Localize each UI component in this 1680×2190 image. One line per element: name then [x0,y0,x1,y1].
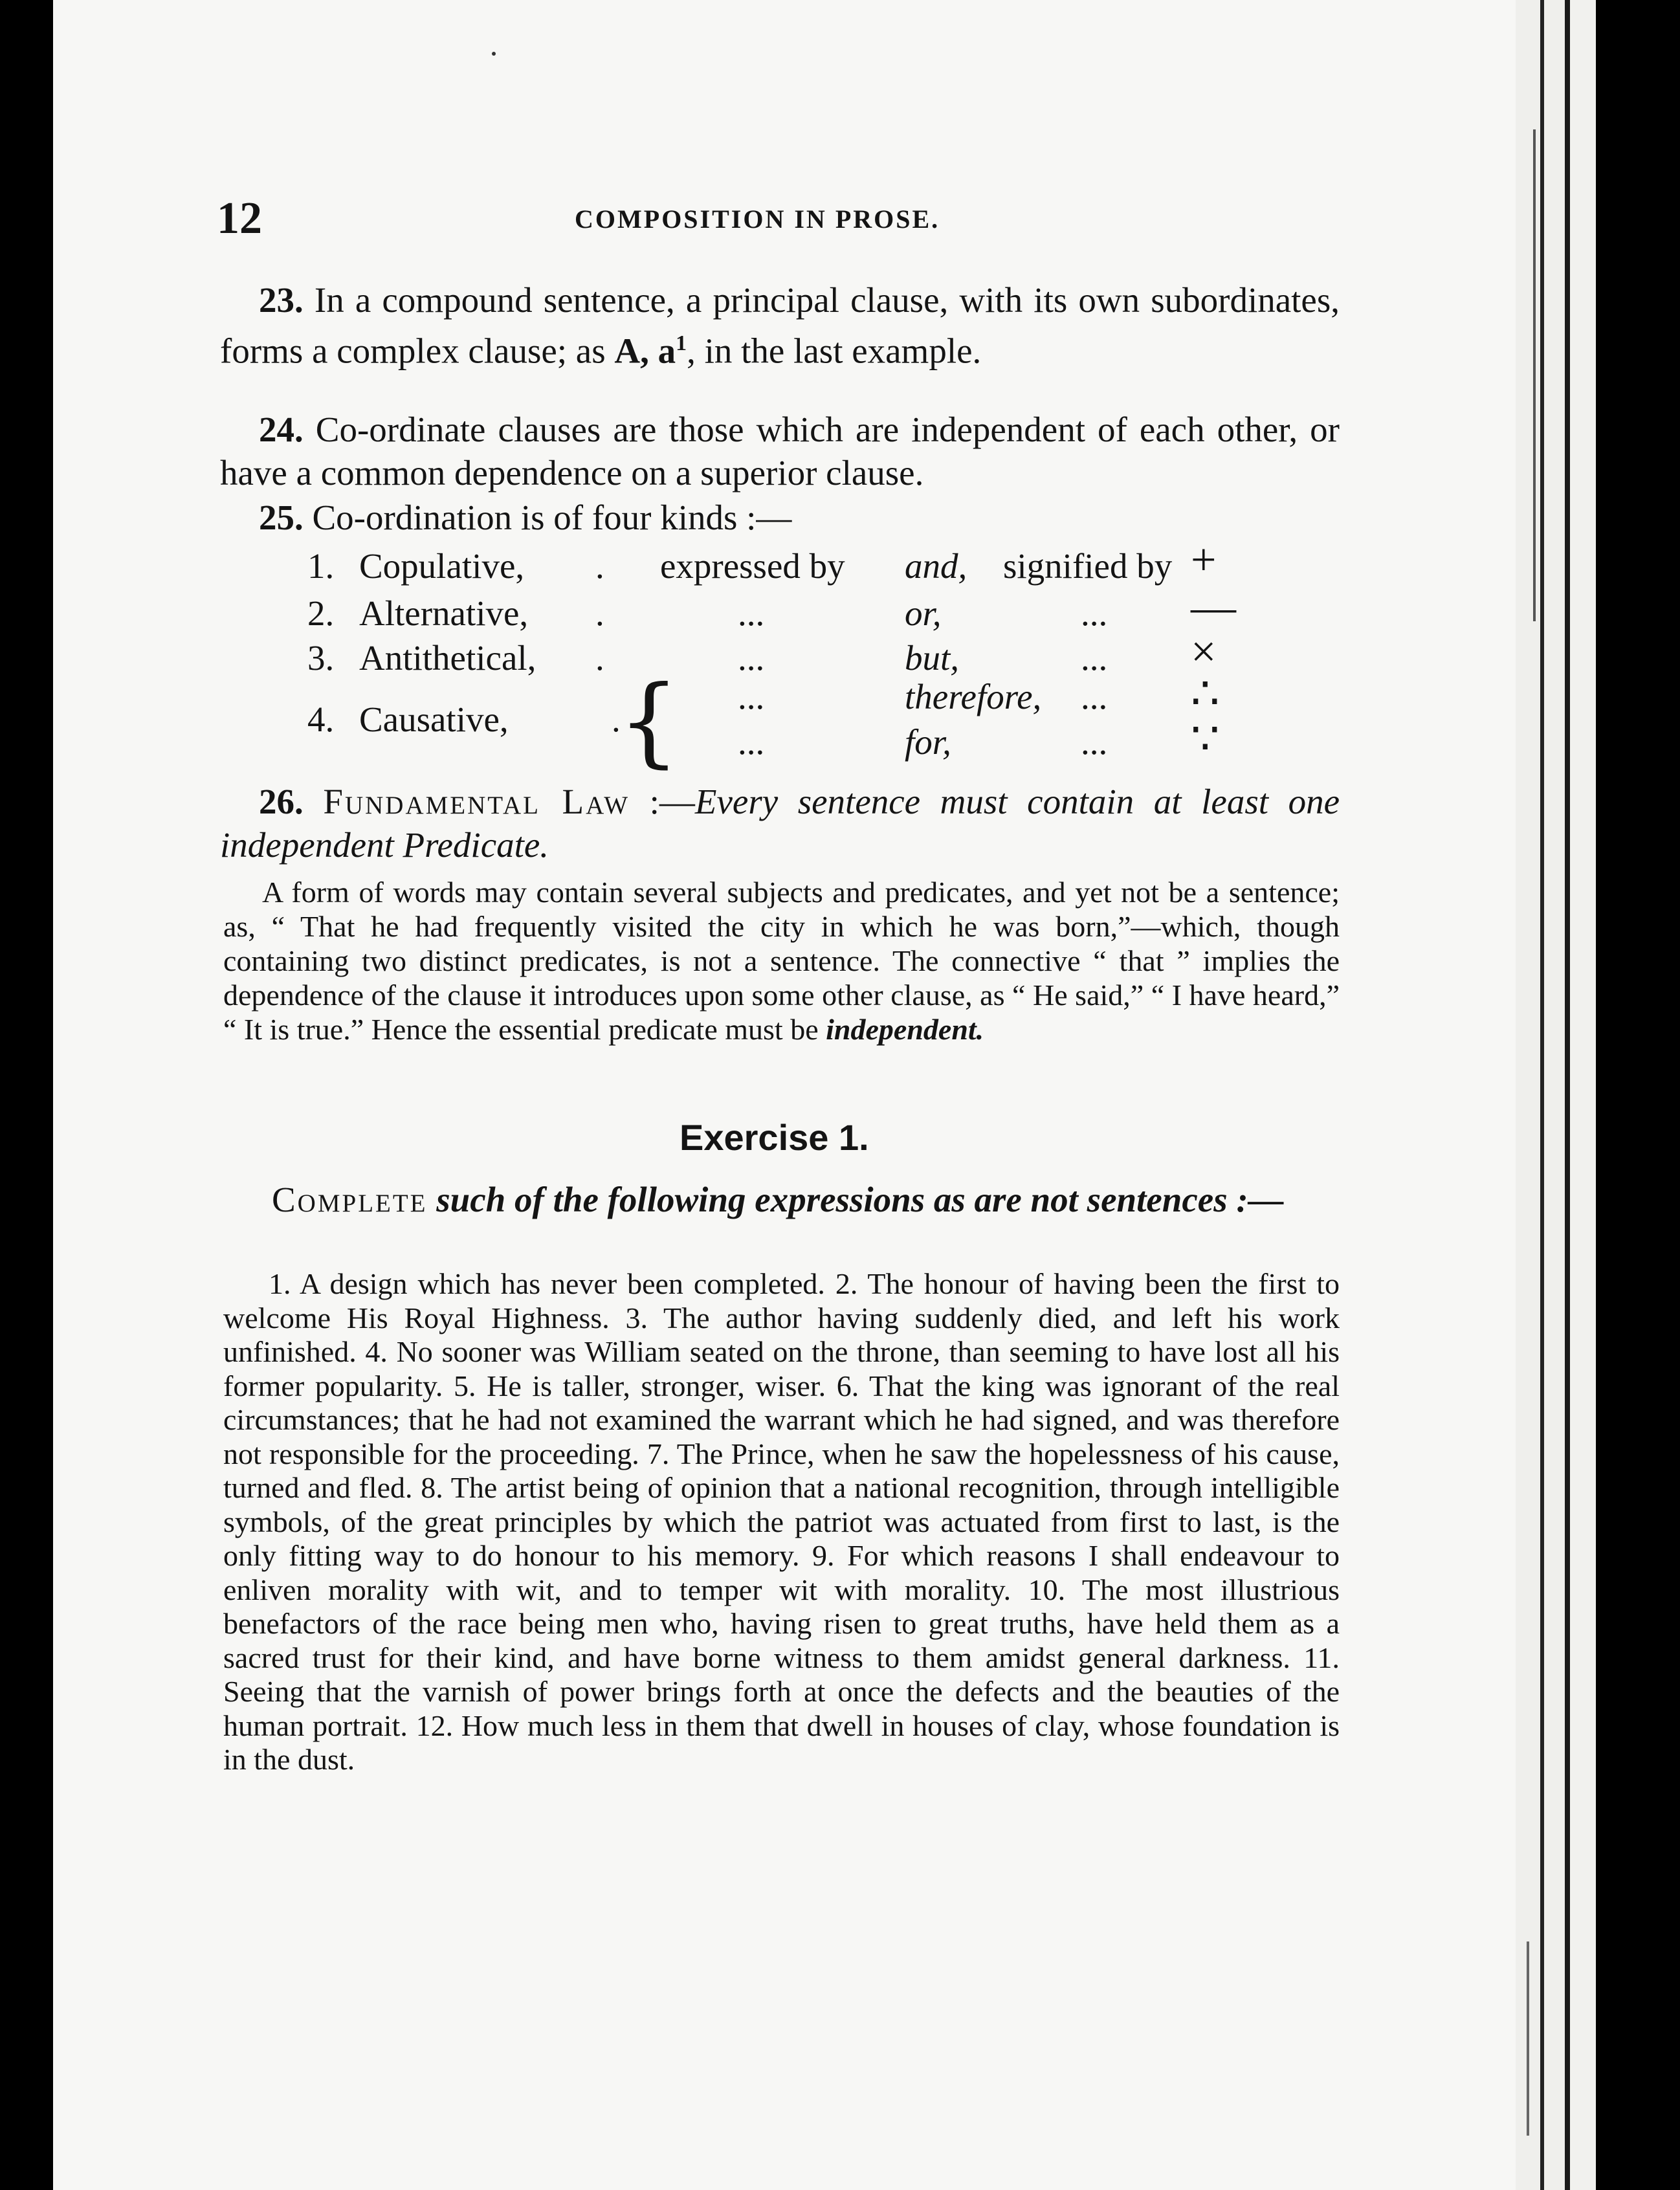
para-number: 26. [259,782,304,821]
row-name: Copulative, [359,546,525,586]
note-text: A form of words may contain several subjects and predicates, and yet not be a sentence; as, “ That he had frequently visited the city in which he was born,”—which, though containing two distinct predicates, is not a sentence. The connective “ that ” implies the dependence of the clause it introduces upon some other clause, as “ He said,” “ I have heard,” “ It is true.” Hence the essential predicate must be [223,876,1340,1046]
binding-line [1565,0,1570,2190]
law-sep: :— [630,782,695,821]
row-name: Causative, [359,700,509,739]
minus-sign: — [1191,582,1236,632]
exercise-instruction [220,1178,1340,1221]
running-head: COMPOSITION IN PROSE. [575,205,940,234]
row-num: 2. [307,593,335,633]
clause-sup: 1 [676,331,687,355]
exercise-title: Exercise 1. [680,1117,869,1158]
para-text: Co-ordinate clauses are those which are independent of each other, or have a common dependence on a superior clause. [220,410,1340,492]
row-num: 1. [307,546,335,586]
row-ditto: ... [1081,677,1108,716]
law-text: Every sentence must contain at least one independent Predicate. [220,782,1340,865]
row-num: 4. [307,700,335,739]
paragraph-26 [220,780,1340,867]
row-ditto: ... [738,677,765,716]
row-dot: . [612,700,621,739]
print-speck [492,52,496,56]
page-edge [1516,0,1540,2190]
row-ditto: ... [1081,722,1108,762]
binding-shadow [1527,1941,1529,2136]
row-conjunction: therefore, [905,677,1042,716]
binding-shadow [1533,129,1536,621]
row-name: Alternative, [359,593,529,633]
row-conjunction: and, [905,546,967,586]
times-sign: × [1191,627,1217,677]
para-text: , in the last example. [687,331,982,371]
instruction-text: such of the following expressions as are not sentences :— [427,1180,1284,1219]
clause-label: A, a [614,331,676,371]
row-conjunction: but, [905,638,960,678]
plus-sign: + [1191,535,1217,585]
therefore-sign: ∴ [1191,669,1220,719]
law-label: Fundamental Law [323,782,630,821]
page-number: 12 [217,194,262,243]
row-num: 3. [307,638,335,678]
para-number: 24. [259,410,304,449]
row-dot: . [595,546,604,586]
page-edge [1570,0,1596,2190]
row-conjunction: for, [905,722,951,762]
row-conjunction: or, [905,593,942,633]
note-emphasis: independent. [826,1013,984,1046]
row-dot: . [595,593,604,633]
paragraph-24 [220,408,1340,494]
row-ditto: ... [738,638,765,678]
page-edge [1544,0,1565,2190]
row-name: Antithetical, [359,638,536,678]
note-paragraph [223,875,1340,1046]
row-signified-by: signified by [1003,546,1173,586]
para-number: 23. [259,280,304,320]
para-text: Co-ordination is of four kinds :— [303,498,792,537]
para-number: 25. [259,498,304,537]
row-ditto: ... [738,722,765,762]
exercise-body: 1. A design which has never been completed. 2. The honour of having been the first to welcome His Royal Highness. 3. The author having suddenly died, and left his work unfinished. 4. No sooner was William seated on the throne, than seeming to have lost all his former popularity. 5. He is taller, stronger, wiser. 6. That the king was ignorant of the real circumstances; that he had not examined the warrant which he had signed, and was therefore not responsible for the proceeding. 7. The Prince, when he saw the hopelessness of his cause, turned and fled. 8. The artist being of opinion that a national recognition, through intelligible symbols, of the great principles by which the patriot was actuated from first to last, is the only fitting way to do honour to his memory. 9. For which reasons I shall endeavour to enliven morality with wit, and to temper wit with morality. 10. The most illustrious benefactors of the race being men who, having risen to great truths, have held them as a sacred trust for their kind, and have borne witness to them amidst general darkness. 11. Seeing that the varnish of power brings forth at once the defects and the beauties of the human portrait. 12. How much less in them that dwell in houses of clay, whose foundation is in the dust. [223,1267,1340,1776]
brace-icon: { [618,665,680,778]
because-sign: ∵ [1191,714,1220,764]
paragraph-23 [220,278,1340,372]
row-ditto: ... [1081,638,1108,678]
row-dot: . [595,638,604,678]
instruction-label: Complete [272,1180,428,1219]
row-expressed-by: expressed by [660,546,845,586]
paragraph-25 [220,496,1340,539]
row-ditto: ... [738,593,765,633]
para-text: In a compound sentence, a principal clause, with its own subordinates, forms a complex clause; as [220,280,1340,371]
row-ditto: ... [1081,593,1108,633]
